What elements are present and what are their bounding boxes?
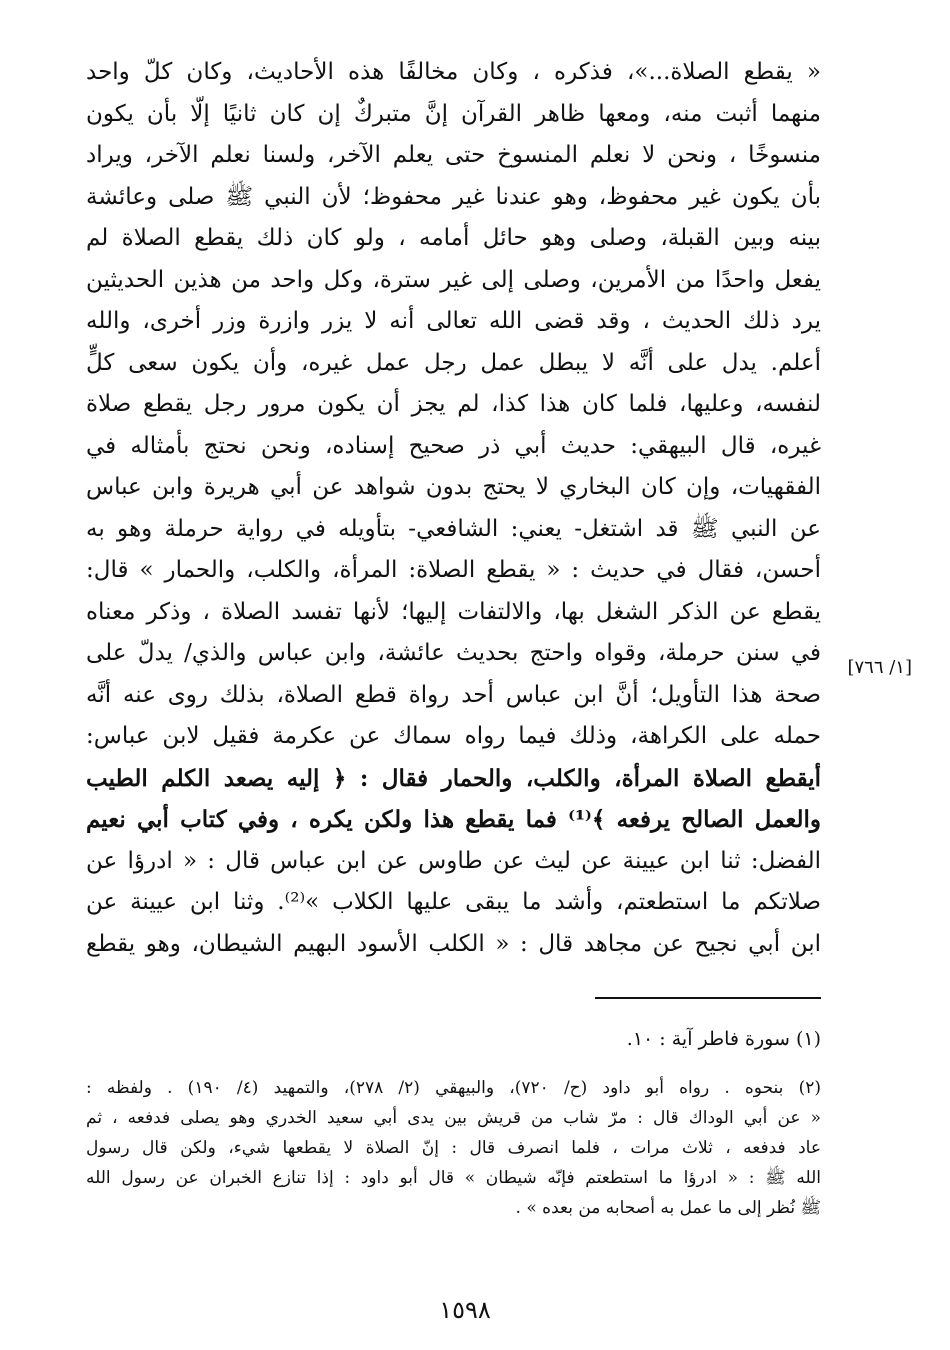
main-text bbox=[86, 52, 821, 965]
text-line: الفقهيات، وإن كان البخاري لا يحتج بدون شواهد عن أبي هريرة وابن عباس bbox=[86, 474, 821, 500]
text-line: « يقطع الصلاة...»، فذكره ، وكان مخالفًا هذه الأحاديث، وكان كلّ واحد bbox=[86, 59, 821, 85]
text-line: منهما أثبت منه، ومعها ظاهر القرآن إنَّ متبركٌ إن كان ثانيًا إلّا بأن يكون bbox=[86, 100, 821, 127]
footnote-line: (٢) بنحوه . رواه أبو داود (ح/ ٧٢٠)، والبيهقي (٢/ ٢٧٨)، والتمهيد (٤/ ١٩٠) . ولفظه : bbox=[86, 1078, 821, 1098]
text-line: أعلم. يدل على أنَّه لا يبطل عمل رجل عمل غيره، وأن يكون سعى كلٍّ bbox=[86, 349, 821, 376]
text-line: في سنن حرملة، وقواه واحتج بحديث عائشة، وابن عباس والذي/ يدلّ على bbox=[86, 640, 821, 666]
footnote-line: عاد فدفعه ، ثلاث مرات ، فلما انصرف قال : إنّ الصلاة لا يقطعها شيء، ولكن قال رسول bbox=[86, 1138, 821, 1158]
text-line: لنفسه، وعليها، فلما كان هذا كذا، لم يجز أن يكون مرور رجل يقطع صلاة bbox=[86, 391, 821, 417]
text-line: بينه وبين القبلة، وصلى وهو حائل أمامه ، ولو كان ذلك يقطع الصلاة لم bbox=[86, 225, 821, 251]
text-line: صحة هذا التأويل؛ أنَّ ابن عباس أحد رواة قطع الصلاة، بذلك روى عنه أنَّه bbox=[86, 681, 821, 708]
footnote-2 bbox=[86, 1073, 821, 1223]
text-line: الفضل: ثنا ابن عيينة عن ليث عن طاوس عن ابن عباس قال : « ادرؤا عن bbox=[86, 847, 821, 874]
footnote-line: ﷺ نُظر إلى ما عمل به أصحابه من بعده » . bbox=[515, 1198, 821, 1218]
margin-page-reference: [١/ ٧٦٦] bbox=[847, 657, 912, 678]
text-line: منسوخًا ، ونحن لا نعلم المنسوخ حتى يعلم الآخر، ولسنا نعلم الآخر، ويراد bbox=[86, 142, 821, 168]
text-line: يقطع عن الذكر الشغل بها، والالتفات إليها؛ لأنها تفسد الصلاة ، وذكر معناه bbox=[86, 598, 821, 625]
page-number: ١٥٩٨ bbox=[439, 1296, 491, 1324]
footnote-line: « عن أبي الوداك قال : مرّ شاب من قريش بين يدى أبي سعيد الخدري وهو يصلى فدفعه ، ثم bbox=[86, 1108, 821, 1128]
text-line: صلاتكم ما استطعتم، وأشد ما يبقى عليها الكلاب »⁽²⁾. وثنا ابن عيينة عن bbox=[86, 889, 821, 915]
text-line: حمله على الكراهة، وذلك فيما رواه سماك عن عكرمة فقيل لابن عباس: bbox=[86, 723, 821, 749]
text-line: والعمل الصالح يرفعه ﴾⁽¹⁾ فما يقطع هذا ولكن يكره ، وفي كتاب أبي نعيم bbox=[86, 806, 821, 833]
text-line: ابن أبي نجيح عن مجاهد قال : « الكلب الأسود البهيم الشيطان، وهو يقطع bbox=[86, 930, 821, 957]
text-line: يفعل واحدًا من الأمرين، وصلى إلى غير سترة، وكل واحد من هذين الحديثين bbox=[86, 266, 821, 293]
footnote-1: (١) سورة فاطر آية : ١٠. bbox=[626, 1028, 821, 1050]
text-line: أيقطع الصلاة المرأة، والكلب، والحمار فقال : ﴿ إليه يصعد الكلم الطيب bbox=[86, 764, 821, 792]
text-line: بأن يكون غير محفوظ، وهو عندنا غير محفوظ؛ لأن النبي ﷺ صلى وعائشة bbox=[86, 183, 821, 210]
footnote-separator bbox=[595, 997, 821, 999]
text-line: غيره، قال البيهقي: حديث أبي ذر صحيح إسناده، ونحن نحتج بأمثاله في bbox=[86, 432, 821, 459]
text-line: أحسن، فقال في حديث : « يقطع الصلاة: المرأة، والكلب، والحمار » قال: bbox=[86, 557, 821, 583]
text-line: يرد ذلك الحديث ، وقد قضى الله تعالى أنه لا يزر وازرة وزر أخرى، والله bbox=[86, 308, 821, 334]
footnote-line: الله ﷺ : « ادرؤا ما استطعتم فإنّه شيطان » قال أبو داود : إذا تنازع الخبران عن رسول الله bbox=[86, 1168, 821, 1188]
text-line: عن النبي ﷺ قد اشتغل- يعني: الشافعي- بتأويله في رواية حرملة وهو به bbox=[86, 515, 821, 542]
